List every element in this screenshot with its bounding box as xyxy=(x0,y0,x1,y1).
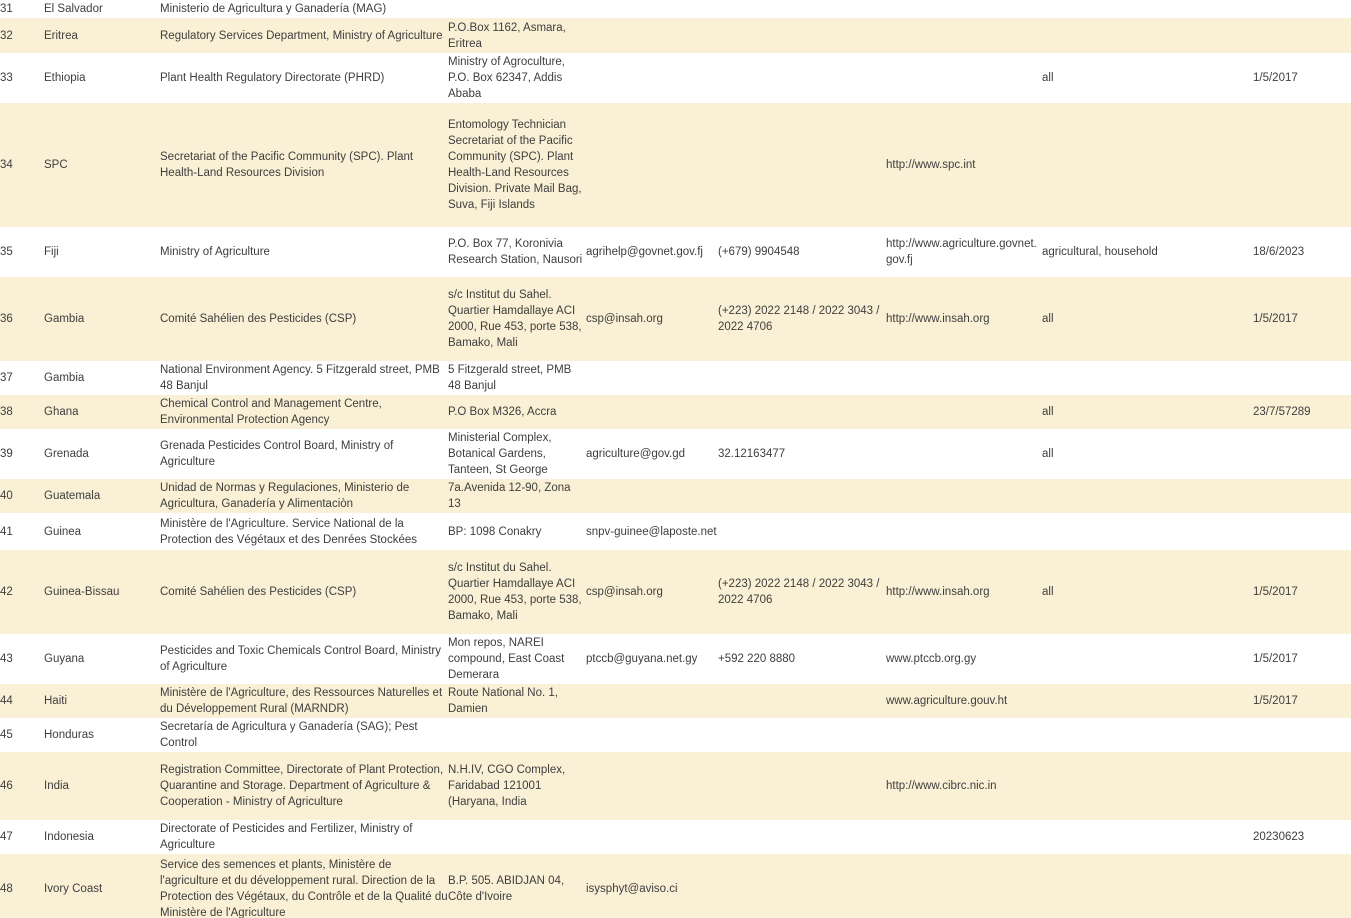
address-cell: Entomology Technician Secretariat of the Pacific Community (SPC). Plant Health-Land Resources Division. Private Mail Bag, Suva, Fiji Islands xyxy=(448,119,582,211)
email-cell xyxy=(586,53,718,103)
email-cell: ptccb@guyana.net.gy xyxy=(586,653,698,665)
scope-cell xyxy=(1042,18,1253,53)
phone-cell xyxy=(718,361,886,395)
organization-cell: Secretariat of the Pacific Community (SPC). Plant Health-Land Resources Division xyxy=(160,151,414,179)
website-cell xyxy=(886,18,1042,53)
address-cell: B.P. 505. ABIDJAN 04, Côte d'Ivoire xyxy=(448,874,565,903)
table-row xyxy=(0,684,1351,718)
table-row xyxy=(0,820,1351,854)
phone-cell xyxy=(718,684,886,718)
website-cell: http://www.spc.int xyxy=(886,159,976,171)
date-cell xyxy=(1253,854,1351,918)
country-cell: Honduras xyxy=(44,729,94,741)
address-cell: s/c Institut du Sahel. Quartier Hamdallaye ACI 2000, Rue 453, porte 538, Bamako, Mali xyxy=(448,562,582,622)
email-cell: agriculture@gov.gd xyxy=(586,448,686,460)
table-row xyxy=(0,634,1351,684)
scope-cell xyxy=(1042,752,1253,820)
organization-cell: Ministerio de Agricultura y Ganadería (MAG) xyxy=(160,3,387,15)
country-cell: El Salvador xyxy=(44,3,103,15)
website-cell: http://www.insah.org xyxy=(886,313,990,325)
date-cell xyxy=(1253,429,1351,479)
phone-cell xyxy=(718,479,886,513)
date-cell xyxy=(1253,103,1351,227)
scope-cell xyxy=(1042,684,1253,718)
website-cell: www.agriculture.gouv.ht xyxy=(886,695,1008,707)
table-row xyxy=(0,18,1351,53)
table-row xyxy=(0,103,1351,227)
row-number-cell: 32 xyxy=(0,29,13,42)
email-cell xyxy=(586,820,718,854)
date-cell xyxy=(1253,479,1351,513)
organization-cell: Pesticides and Toxic Chemicals Control Board, Ministry of Agriculture xyxy=(160,645,442,673)
phone-cell: 32.12163477 xyxy=(718,448,786,460)
organization-cell: Directorate of Pesticides and Fertilizer, Ministry of Agriculture xyxy=(160,823,413,851)
row-number-cell: 42 xyxy=(0,586,13,598)
phone-cell: (+223) 2022 2148 / 2022 3043 / 2022 4706 xyxy=(718,305,880,333)
row-number-cell: 39 xyxy=(0,448,13,460)
phone-cell xyxy=(718,718,886,752)
address-cell: 5 Fitzgerald street, PMB 48 Banjul xyxy=(448,364,572,392)
phone-cell xyxy=(718,103,886,227)
country-cell: Ghana xyxy=(44,406,79,418)
email-cell xyxy=(586,479,718,513)
row-number-cell: 46 xyxy=(0,780,13,792)
organization-cell: Regulatory Services Department, Ministry of Agriculture xyxy=(160,29,443,42)
phone-cell xyxy=(718,18,886,53)
table-row xyxy=(0,513,1351,550)
organization-cell: Secretaría de Agricultura y Ganadería (SAG); Pest Control xyxy=(160,721,418,749)
table-row xyxy=(0,854,1351,918)
date-cell: 1/5/2017 xyxy=(1253,72,1298,84)
scope-cell xyxy=(1042,820,1253,854)
phone-cell xyxy=(718,0,886,18)
country-cell: Guatemala xyxy=(44,490,101,502)
row-number-cell: 43 xyxy=(0,653,13,665)
table-row xyxy=(0,277,1351,361)
website-cell xyxy=(886,361,1042,395)
country-cell: India xyxy=(44,780,69,792)
date-cell: 20230623 xyxy=(1253,831,1305,843)
organization-cell: Unidad de Normas y Regulaciones, Ministerio de Agricultura, Ganadería y Alimentaciòn xyxy=(160,482,410,510)
organization-cell: Plant Health Regulatory Directorate (PHRD) xyxy=(160,72,385,84)
row-number-cell: 36 xyxy=(0,313,13,325)
website-cell xyxy=(886,718,1042,752)
table-row xyxy=(0,718,1351,752)
organization-cell: Ministère de l'Agriculture, des Ressources Naturelles et du Développement Rural (MARNDR) xyxy=(160,687,443,715)
row-number-cell: 44 xyxy=(0,695,13,707)
scope-cell: all xyxy=(1042,72,1054,84)
address-cell: P.O Box M326, Accra xyxy=(448,406,557,418)
row-number-cell: 35 xyxy=(0,246,13,258)
table-row xyxy=(0,550,1351,634)
organization-cell: Chemical Control and Management Centre, Environmental Protection Agency xyxy=(160,398,382,426)
date-cell: 18/6/2023 xyxy=(1253,246,1305,258)
country-cell: Fiji xyxy=(44,246,59,258)
table-row xyxy=(0,479,1351,513)
country-cell: Ivory Coast xyxy=(44,882,103,895)
scope-cell: all xyxy=(1042,586,1054,598)
address-cell: Ministry of Agroculture, P.O. Box 62347, Addis Ababa xyxy=(448,56,565,100)
row-number-cell: 31 xyxy=(0,3,13,15)
address-cell: BP: 1098 Conakry xyxy=(448,525,542,538)
phone-cell xyxy=(718,854,886,918)
website-cell xyxy=(886,0,1042,18)
scope-cell: agricultural, household xyxy=(1042,246,1158,258)
address-cell xyxy=(448,0,586,18)
country-cell: Grenada xyxy=(44,448,89,460)
email-cell xyxy=(586,103,718,227)
row-number-cell: 34 xyxy=(0,159,13,171)
row-number-cell: 47 xyxy=(0,831,13,843)
website-cell xyxy=(886,479,1042,513)
website-cell xyxy=(886,53,1042,103)
website-cell xyxy=(886,513,1042,550)
date-cell xyxy=(1253,0,1351,18)
email-cell xyxy=(586,684,718,718)
email-cell: snpv-guinee@laposte.net xyxy=(586,525,717,538)
date-cell: 1/5/2017 xyxy=(1253,586,1298,598)
country-cell: Gambia xyxy=(44,313,85,325)
row-number-cell: 38 xyxy=(0,406,13,418)
website-cell: http://www.cibrc.nic.in xyxy=(886,780,997,792)
address-cell: 7a.Avenida 12-90, Zona 13 xyxy=(448,482,571,510)
scope-cell: all xyxy=(1042,406,1054,418)
country-cell: Guinea-Bissau xyxy=(44,586,120,598)
organization-cell: Registration Committee, Directorate of Plant Protection, Quarantine and Storage. Department of Agriculture & Cooperation - Ministry of Agriculture xyxy=(160,764,444,808)
date-cell xyxy=(1253,752,1351,820)
row-number-cell: 45 xyxy=(0,729,13,741)
email-cell: csp@insah.org xyxy=(586,586,663,598)
table-row xyxy=(0,0,1351,18)
country-cell: SPC xyxy=(44,159,68,171)
organization-cell: Ministère de l'Agriculture. Service National de la Protection des Végétaux et des Denrées Stockées xyxy=(160,517,417,546)
address-cell: N.H.IV, CGO Complex, Faridabad 121001 (Haryana, India xyxy=(448,764,566,808)
organization-cell: National Environment Agency. 5 Fitzgerald street, PMB 48 Banjul xyxy=(160,364,440,392)
website-cell: www.ptccb.org.gy xyxy=(886,653,977,665)
scope-cell xyxy=(1042,361,1253,395)
phone-cell: (+223) 2022 2148 / 2022 3043 / 2022 4706 xyxy=(718,578,880,606)
scope-cell xyxy=(1042,718,1253,752)
scope-cell xyxy=(1042,103,1253,227)
email-cell: isysphyt@aviso.ci xyxy=(586,882,678,895)
address-cell: Mon repos, NAREI compound, East Coast Demerara xyxy=(448,637,565,681)
website-cell: http://www.insah.org xyxy=(886,586,990,598)
country-cell: Guyana xyxy=(44,653,85,665)
organization-cell: Grenada Pesticides Control Board, Ministry of Agriculture xyxy=(160,440,394,468)
row-number-cell: 33 xyxy=(0,72,13,84)
email-cell: csp@insah.org xyxy=(586,313,663,325)
address-cell: P.O. Box 77, Koronivia Research Station, Nausori xyxy=(448,238,583,266)
table-row xyxy=(0,53,1351,103)
date-cell: 1/5/2017 xyxy=(1253,653,1298,665)
address-cell: P.O.Box 1162, Asmara, Eritrea xyxy=(448,21,566,50)
email-cell xyxy=(586,361,718,395)
address-cell: s/c Institut du Sahel. Quartier Hamdallaye ACI 2000, Rue 453, porte 538, Bamako, Mali xyxy=(448,289,582,349)
organization-cell: Comité Sahélien des Pesticides (CSP) xyxy=(160,313,357,325)
email-cell: agrihelp@govnet.gov.fj xyxy=(586,246,703,258)
address-cell xyxy=(448,718,586,752)
email-cell xyxy=(586,18,718,53)
date-cell xyxy=(1253,361,1351,395)
email-cell xyxy=(586,395,718,429)
country-cell: Haiti xyxy=(44,695,68,707)
phone-cell: +592 220 8880 xyxy=(718,653,796,665)
phone-cell xyxy=(718,820,886,854)
scope-cell xyxy=(1042,513,1253,550)
table-row xyxy=(0,361,1351,395)
row-number-cell: 48 xyxy=(0,882,13,895)
phone-cell: (+679) 9904548 xyxy=(718,246,800,258)
country-cell: Eritrea xyxy=(44,29,78,42)
date-cell: 1/5/2017 xyxy=(1253,695,1298,707)
date-cell: 23/7/57289 xyxy=(1253,406,1311,418)
row-number-cell: 37 xyxy=(0,372,13,384)
organization-cell: Service des semences et plants, Ministère de l'agriculture et du développement rural. Direction de la Protection des Végétaux, du Contrôle et de la Qualité du Ministère de l'Agriculture xyxy=(160,858,448,918)
scope-cell xyxy=(1042,0,1253,18)
address-cell xyxy=(448,820,586,854)
row-number-cell: 41 xyxy=(0,525,13,538)
email-cell xyxy=(586,0,718,18)
country-cell: Gambia xyxy=(44,372,85,384)
table-row xyxy=(0,752,1351,820)
date-cell xyxy=(1253,718,1351,752)
country-cell: Indonesia xyxy=(44,831,94,843)
phone-cell xyxy=(718,752,886,820)
date-cell xyxy=(1253,513,1351,550)
country-cell: Ethiopia xyxy=(44,72,86,84)
scope-cell xyxy=(1042,479,1253,513)
table-row xyxy=(0,429,1351,479)
scope-cell: all xyxy=(1042,313,1054,325)
date-cell: 1/5/2017 xyxy=(1253,313,1298,325)
website-cell xyxy=(886,429,1042,479)
table-row xyxy=(0,227,1351,277)
website-cell xyxy=(886,854,1042,918)
website-cell xyxy=(886,395,1042,429)
website-cell xyxy=(886,820,1042,854)
table-row xyxy=(0,395,1351,429)
scope-cell xyxy=(1042,634,1253,684)
email-cell xyxy=(586,718,718,752)
country-cell: Guinea xyxy=(44,525,82,538)
phone-cell xyxy=(718,395,886,429)
address-cell: Ministerial Complex, Botanical Gardens, Tanteen, St George xyxy=(448,432,552,476)
address-cell: Route National No. 1, Damien xyxy=(448,687,558,715)
phone-cell xyxy=(718,53,886,103)
row-number-cell: 40 xyxy=(0,490,13,502)
email-cell xyxy=(586,752,718,820)
scope-cell: all xyxy=(1042,448,1054,460)
organization-cell: Comité Sahélien des Pesticides (CSP) xyxy=(160,586,357,598)
website-cell: http://www.agriculture.govnet.gov.fj xyxy=(886,238,1037,266)
phone-cell xyxy=(718,513,886,550)
scope-cell xyxy=(1042,854,1253,918)
date-cell xyxy=(1253,18,1351,53)
organization-cell: Ministry of Agriculture xyxy=(160,246,270,258)
